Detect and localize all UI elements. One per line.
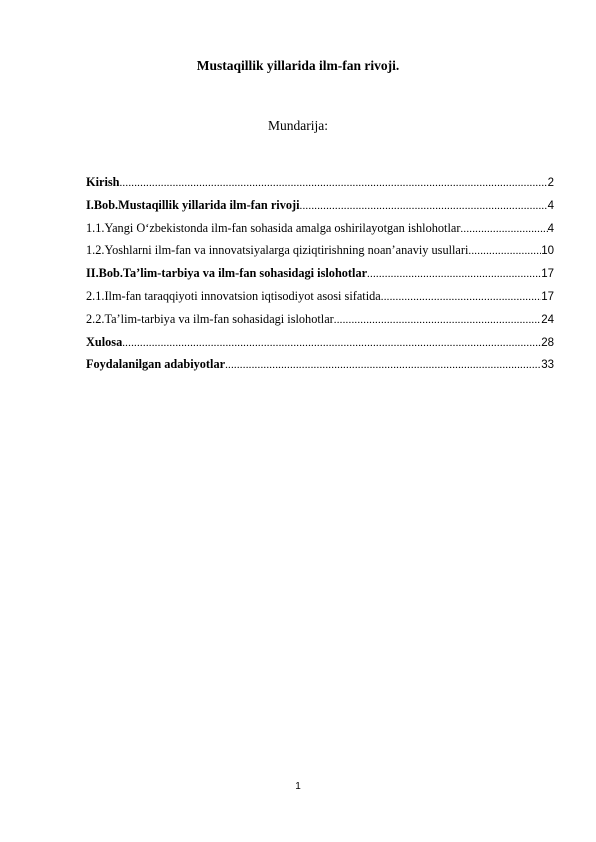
toc-entry-bibliography[interactable]: [86, 357, 554, 380]
toc-page-number: 33: [541, 359, 554, 372]
toc-dot-leader: [381, 291, 541, 303]
toc-entry-text: Foydalanilgan adabiyotlar: [86, 357, 226, 372]
toc-page-number: 28: [541, 336, 554, 349]
toc-entry-text: 1.2.Yoshlarni ilm-fan va innovatsiyalarga qiziqtirishning noan’anaviy usullari: [86, 243, 469, 258]
toc-dot-leader: [460, 223, 547, 235]
toc-dot-leader: [119, 177, 547, 189]
toc-heading: Mundarija:: [268, 118, 328, 133]
toc-entry-text: Kirish: [86, 175, 120, 189]
toc-entry-text: 2.2.Ta’lim-tarbiya va ilm-fan sohasidagi islohotlar: [86, 311, 334, 326]
toc-entry-chapter-2[interactable]: [86, 266, 554, 289]
toc-entry-text: 1.1.Yangi O‘zbekistonda ilm-fan sohasida amalga oshirilayotgan ishlohotlar: [86, 220, 461, 235]
toc-entry-text: 2.1.Ilm-fan taraqqiyoti innovatsion iqtisodiyot asosi sifatida: [86, 288, 381, 303]
toc-entry-chapter-1[interactable]: [86, 198, 554, 221]
toc-entry-section-2-1[interactable]: [86, 289, 554, 312]
toc-entry-section-1-1[interactable]: [86, 221, 554, 244]
toc-entry-kirish[interactable]: [86, 175, 554, 198]
page-number: 1: [295, 781, 301, 792]
toc-entry-section-1-2[interactable]: [86, 243, 554, 266]
toc-entry-text: Xulosa: [86, 334, 123, 349]
toc-page-number: 17: [541, 268, 554, 281]
document-title: Mustaqillik yillarida ilm-fan rivoji.: [196, 58, 400, 73]
table-of-contents: [86, 175, 554, 380]
toc-page-number: 17: [541, 290, 554, 303]
toc-page-number: 4: [547, 222, 554, 235]
toc-page-number: 4: [547, 199, 554, 212]
toc-dot-leader: [122, 337, 541, 349]
toc-dot-leader: [334, 314, 541, 326]
toc-dot-leader: [367, 268, 541, 280]
toc-entry-section-2-2[interactable]: [86, 312, 554, 335]
toc-dot-leader: [468, 245, 541, 257]
toc-entry-xulosa[interactable]: [86, 335, 554, 358]
toc-page-number: 24: [541, 313, 554, 326]
toc-dot-leader: [300, 200, 548, 212]
toc-entry-text: II.Bob.Ta’lim-tarbiya va ilm-fan sohasidagi islohotlar: [86, 266, 368, 281]
toc-entry-text: I.Bob.Mustaqillik yillarida ilm-fan rivoji: [86, 197, 300, 212]
toc-page-number: 2: [547, 177, 554, 189]
toc-dot-leader: [225, 359, 541, 371]
toc-page-number: 10: [541, 245, 554, 258]
